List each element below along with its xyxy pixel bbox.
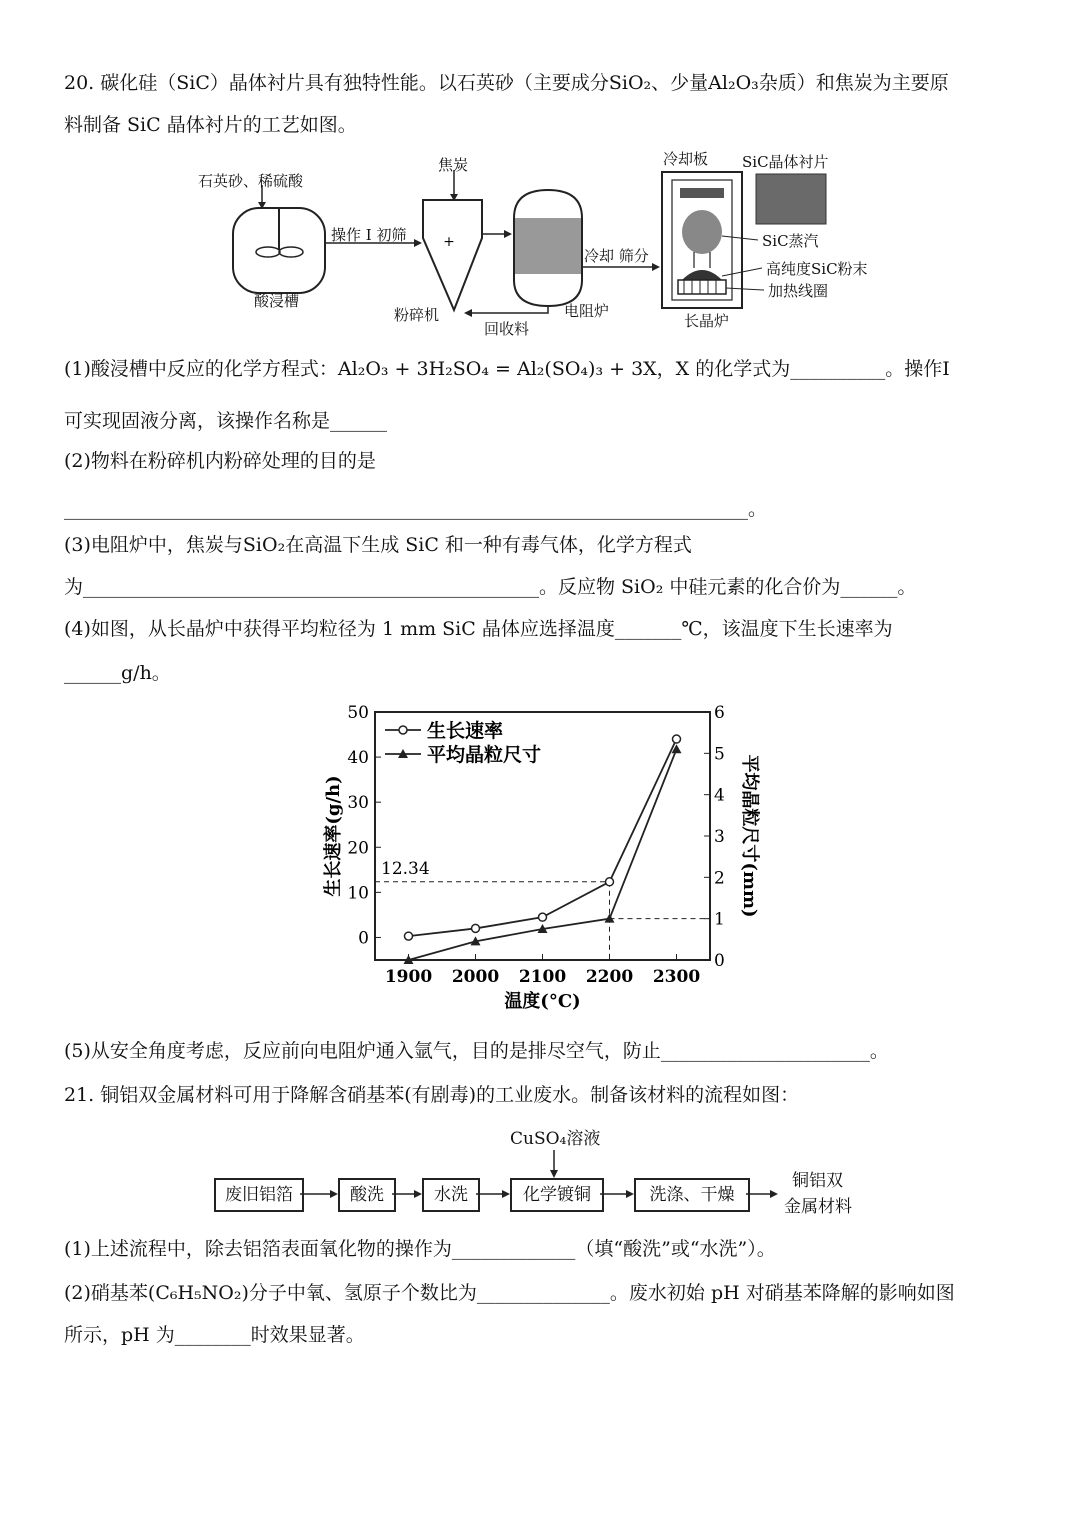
powder-label: 高纯度SiC粉末 (766, 260, 868, 278)
furnace-charge (515, 218, 581, 274)
left-tick-label: 50 (347, 703, 369, 723)
growth-rate-point (405, 932, 413, 940)
right-tick-label: 6 (714, 703, 725, 723)
heating-coil (678, 280, 726, 294)
annotation-12-34: 12.34 (381, 858, 430, 879)
q21-p2-line2: 所示，pH 为________时效果显著。 (64, 1324, 365, 1346)
grower-label: 长晶炉 (684, 312, 730, 330)
left-tick-label: 30 (347, 793, 369, 814)
q21-p1: (1)上述流程中，除去铝箔表面氧化物的操作为_____________（填“酸洗”或“水洗”）。 (64, 1238, 776, 1260)
x-tick-label: 1900 (384, 967, 433, 987)
left-axis-label: 生长速率(g/h) (323, 775, 344, 897)
q20-p2-line1: (2)物料在粉碎机内粉碎处理的目的是 (64, 450, 376, 472)
furnace-label: 电阻炉 (564, 302, 610, 320)
x-tick-label: 2200 (585, 967, 634, 987)
q20-intro-line1: 20. 碳化硅（SiC）晶体衬片具有独特性能。以石英砂（主要成分SiO₂、少量Al₂O₃杂质）和焦炭为主要原 (64, 72, 949, 94)
q20-p3-line2: 为________________________________________________。反应物 SiO₂ 中硅元素的化合价为______。 (64, 576, 917, 598)
legend-label-growth-rate: 生长速率 (427, 720, 504, 742)
right-axis-label: 平均晶粒尺寸(mm) (739, 754, 760, 918)
flow-arrowhead-3 (502, 1190, 510, 1198)
recycle-arrow (466, 306, 548, 313)
crusher-shape (423, 200, 482, 310)
q20-p5-line1: (5)从安全角度考虑，反应前向电阻炉通入氩气，目的是排尽空气，防止______________________。 (64, 1040, 889, 1062)
q21-intro: 21. 铜铝双金属材料可用于降解含硝基苯(有剧毒)的工业废水。制备该材料的流程如图： (64, 1084, 800, 1106)
growth-rate-point (472, 924, 480, 932)
furnace-to-grower-arrowhead (652, 263, 660, 271)
flow-arrowhead-4 (626, 1190, 634, 1198)
cooling-plate (680, 188, 724, 198)
flow-step-water-wash: 水洗 (422, 1178, 480, 1212)
crusher-plus-icon: + (443, 234, 455, 250)
wafer-label: SiC晶体衬片 (742, 153, 829, 171)
reagent-arrowhead (550, 1170, 558, 1178)
stirrer-blade-right (279, 247, 303, 257)
left-tick-label: 20 (347, 838, 369, 859)
sic-wafer-image (756, 174, 826, 224)
q21-p2-line1: (2)硝基苯(C₆H₅NO₂)分子中氧、氢原子个数比为______________。废水初始 pH 对硝基苯降解的影响如图 (64, 1282, 955, 1304)
reagent-label: CuSO₄溶液 (510, 1129, 601, 1149)
op-label: 操作 I 初筛 (331, 226, 407, 244)
sic-vapor-cloud (682, 210, 722, 254)
x-axis-label: 温度(°C) (504, 991, 581, 1012)
product-label-line2: 金属材料 (784, 1197, 852, 1217)
crusher-label: 粉碎机 (394, 306, 440, 324)
sic-powder (682, 270, 722, 280)
flow-arrowhead-5 (770, 1190, 778, 1198)
left-tick-label: 0 (358, 928, 369, 949)
plot-frame (375, 712, 710, 960)
growth-rate-point (673, 735, 681, 743)
legend-label-grain-size: 平均晶粒尺寸 (427, 744, 542, 766)
q20-p4-line1: (4)如图，从长晶炉中获得平均粒径为 1 mm SiC 晶体应选择温度_______℃，该温度下生长速率为 (64, 618, 893, 640)
product-label-line1: 铜铝双 (792, 1171, 843, 1191)
coke-label: 焦炭 (438, 156, 469, 174)
q20-diagram-svg (0, 140, 1080, 340)
right-tick-label: 3 (714, 827, 725, 847)
x-tick-label: 2300 (652, 967, 701, 987)
growth-chart (0, 700, 1080, 1030)
right-tick-label: 2 (714, 868, 725, 889)
flow-arrowhead-2 (414, 1190, 422, 1198)
stirrer-blade-left (256, 247, 280, 257)
flow-step-scrap-foil: 废旧铝箔 (214, 1178, 304, 1212)
flow-step-acid-wash: 酸洗 (338, 1178, 396, 1212)
tank-label: 酸浸槽 (254, 292, 300, 310)
q21-flow-diagram (0, 1118, 1080, 1228)
q20-p4-line2: ______g/h。 (64, 662, 171, 684)
flow-step-wash-dry: 洗涤、干燥 (634, 1178, 750, 1212)
input-label: 石英砂、稀硫酸 (198, 172, 304, 190)
series-line-growth-rate (409, 739, 677, 936)
q20-process-diagram (0, 140, 1080, 340)
crusher-to-furnace-arrowhead (504, 230, 512, 238)
left-tick-label: 40 (347, 748, 369, 769)
growth-rate-point (606, 878, 614, 886)
legend-marker-growth-rate (399, 726, 407, 734)
left-tick-label: 10 (347, 883, 369, 904)
cool-sieve-label: 冷却 筛分 (584, 247, 649, 265)
growth-rate-point (539, 913, 547, 921)
q20-intro-line2: 料制备 SiC 晶体衬片的工艺如图。 (64, 114, 357, 136)
right-tick-label: 5 (714, 744, 725, 765)
cooling-plate-label: 冷却板 (663, 150, 709, 168)
right-tick-label: 4 (714, 785, 725, 806)
q20-p1-line2: 可实现固液分离，该操作名称是______ (64, 410, 388, 432)
vapor-pointer (722, 236, 758, 240)
x-tick-label: 2000 (451, 967, 500, 987)
coil-label: 加热线圈 (768, 282, 829, 300)
flow-arrowhead-1 (330, 1190, 338, 1198)
recycle-arrowhead (464, 309, 472, 317)
q20-p1-line1: (1)酸浸槽中反应的化学方程式：Al₂O₃ + 3H₂SO₄ = Al₂(SO₄)₃ + 3X，X 的化学式为__________。操作I (64, 358, 950, 380)
q20-p2-line2: ________________________________________________________________________。 (64, 498, 768, 520)
vapor-label: SiC蒸汽 (762, 232, 819, 250)
q20-p3-line1: (3)电阻炉中，焦炭与SiO₂在高温下生成 SiC 和一种有毒气体，化学方程式 (64, 534, 692, 556)
right-tick-label: 0 (714, 951, 725, 971)
right-tick-label: 1 (714, 909, 725, 930)
x-tick-label: 2100 (518, 967, 567, 987)
flow-step-copper-plating: 化学镀铜 (510, 1178, 604, 1212)
tank-to-crusher-arrowhead (414, 239, 422, 247)
recycle-label: 回收料 (484, 320, 530, 338)
